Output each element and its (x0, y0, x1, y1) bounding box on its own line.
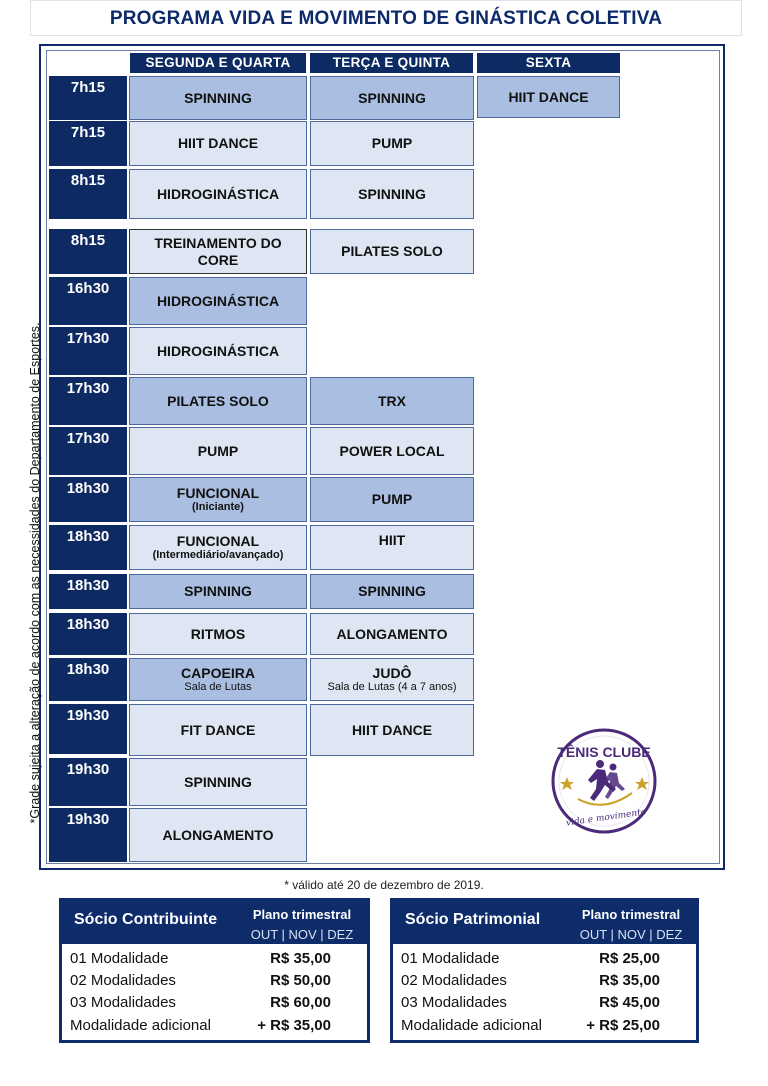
class-cell: SPINNING (129, 574, 307, 609)
price-row (70, 972, 331, 994)
time-slot: 8h15 (49, 169, 127, 219)
price-row-value: R$ 45,00 (599, 994, 660, 1011)
time-slot: 19h30 (49, 808, 127, 862)
time-slot: 18h30 (49, 613, 127, 655)
price-row (401, 972, 660, 994)
class-name: TREINAMENTO DO CORE (154, 234, 282, 268)
time-slot: 7h15 (49, 121, 127, 166)
price-row-label: 01 Modalidade (70, 950, 169, 967)
class-cell: HIIT DANCE (129, 121, 307, 166)
tenis-clube-logo (550, 727, 658, 835)
class-cell: HIDROGINÁSTICA (129, 277, 307, 325)
class-cell: HIIT DANCE (310, 704, 474, 756)
class-cell: FIT DANCE (129, 704, 307, 756)
plan-label: Plano trimestral (581, 907, 681, 922)
class-subtitle: Sala de Lutas (184, 681, 252, 694)
class-cell: RITMOS (129, 613, 307, 655)
title-box (30, 0, 742, 36)
price-row (401, 994, 660, 1016)
class-cell: SPINNING (129, 76, 307, 120)
time-slot: 17h30 (49, 377, 127, 425)
price-row-value: R$ 60,00 (270, 994, 331, 1011)
price-row-value: + R$ 35,00 (257, 1017, 331, 1034)
class-name: CAPOEIRA (181, 664, 255, 681)
class-subtitle: (Iniciante) (192, 501, 244, 514)
class-cell: PILATES SOLO (129, 377, 307, 425)
time-slot: 19h30 (49, 758, 127, 806)
price-row-value: R$ 50,00 (270, 972, 331, 989)
column-header-monday-wednesday: SEGUNDA E QUARTA (130, 53, 306, 73)
time-slot: 17h30 (49, 427, 127, 475)
class-cell: SPINNING (310, 169, 474, 219)
class-cell: SPINNING (310, 76, 474, 120)
plan-months: OUT | NOV | DEZ (579, 927, 683, 942)
time-slot: 18h30 (49, 477, 127, 522)
class-cell (129, 229, 307, 274)
class-cell: POWER LOCAL (310, 427, 474, 475)
class-cell: SPINNING (129, 758, 307, 806)
class-cell: HIDROGINÁSTICA (129, 327, 307, 375)
plan-months: OUT | NOV | DEZ (250, 927, 354, 942)
price-row (401, 1017, 660, 1039)
class-name: FUNCIONAL (176, 532, 260, 549)
class-cell (129, 477, 307, 522)
time-slot: 7h15 (49, 76, 127, 120)
schedule-change-note: *Grade sujeita a alteração de acordo com as necessidades do Departamento de Esportes. (28, 322, 42, 824)
class-cell: PUMP (129, 427, 307, 475)
logo-tagline: vida e movimento (565, 807, 647, 829)
class-cell: ALONGAMENTO (310, 613, 474, 655)
time-slot: 16h30 (49, 277, 127, 325)
class-cell: ALONGAMENTO (129, 808, 307, 862)
column-header-tuesday-thursday: TERÇA E QUINTA (310, 53, 473, 73)
class-cell: PILATES SOLO (310, 229, 474, 274)
price-row (401, 950, 660, 972)
price-row-value: R$ 25,00 (599, 950, 660, 967)
price-row-label: 01 Modalidade (401, 950, 500, 967)
column-header-friday: SEXTA (477, 53, 620, 73)
price-row (70, 994, 331, 1016)
plan-label: Plano trimestral (252, 907, 352, 922)
class-cell: HIIT DANCE (477, 76, 620, 118)
price-row-value: + R$ 25,00 (586, 1017, 660, 1034)
price-row (70, 950, 331, 972)
time-slot: 8h15 (49, 229, 127, 274)
price-row-label: Modalidade adicional (401, 1017, 542, 1034)
class-subtitle: Sala de Lutas (4 a 7 anos) (327, 681, 457, 694)
price-row-label: 02 Modalidades (70, 972, 176, 989)
price-table-header (393, 901, 696, 944)
validity-note: * válido até 20 de dezembro de 2019. (284, 878, 484, 892)
time-slot: 19h30 (49, 704, 127, 754)
price-row-label: 03 Modalidades (70, 994, 176, 1011)
class-name: JUDÔ (372, 664, 412, 681)
time-slot: 18h30 (49, 525, 127, 570)
price-row-value: R$ 35,00 (599, 972, 660, 989)
class-cell (129, 525, 307, 570)
class-cell (310, 658, 474, 701)
class-cell: HIDROGINÁSTICA (129, 169, 307, 219)
time-slot: 18h30 (49, 574, 127, 609)
class-cell: SPINNING (310, 574, 474, 609)
price-table-title: Sócio Contribuinte (74, 911, 218, 928)
class-cell: PUMP (310, 121, 474, 166)
price-table-title: Sócio Patrimonial (405, 911, 541, 928)
price-row-label: 03 Modalidades (401, 994, 507, 1011)
price-table-header (62, 901, 367, 944)
class-cell (129, 658, 307, 701)
price-table-contribuinte (59, 898, 370, 1043)
class-cell: TRX (310, 377, 474, 425)
price-row-value: R$ 35,00 (270, 950, 331, 967)
price-row-label: Modalidade adicional (70, 1017, 211, 1034)
price-row (70, 1017, 331, 1039)
class-cell: PUMP (310, 477, 474, 522)
price-row-label: 02 Modalidades (401, 972, 507, 989)
class-name: FUNCIONAL (176, 484, 260, 501)
class-cell: HIIT (310, 525, 474, 570)
price-table-patrimonial (390, 898, 699, 1043)
class-subtitle: (Intermediário/avançado) (152, 549, 284, 562)
time-slot: 17h30 (49, 327, 127, 375)
logo-name: TÊNIS CLUBE (557, 744, 651, 760)
time-slot: 18h30 (49, 658, 127, 701)
page-title: PROGRAMA VIDA E MOVIMENTO DE GINÁSTICA COLETIVA (109, 8, 663, 29)
